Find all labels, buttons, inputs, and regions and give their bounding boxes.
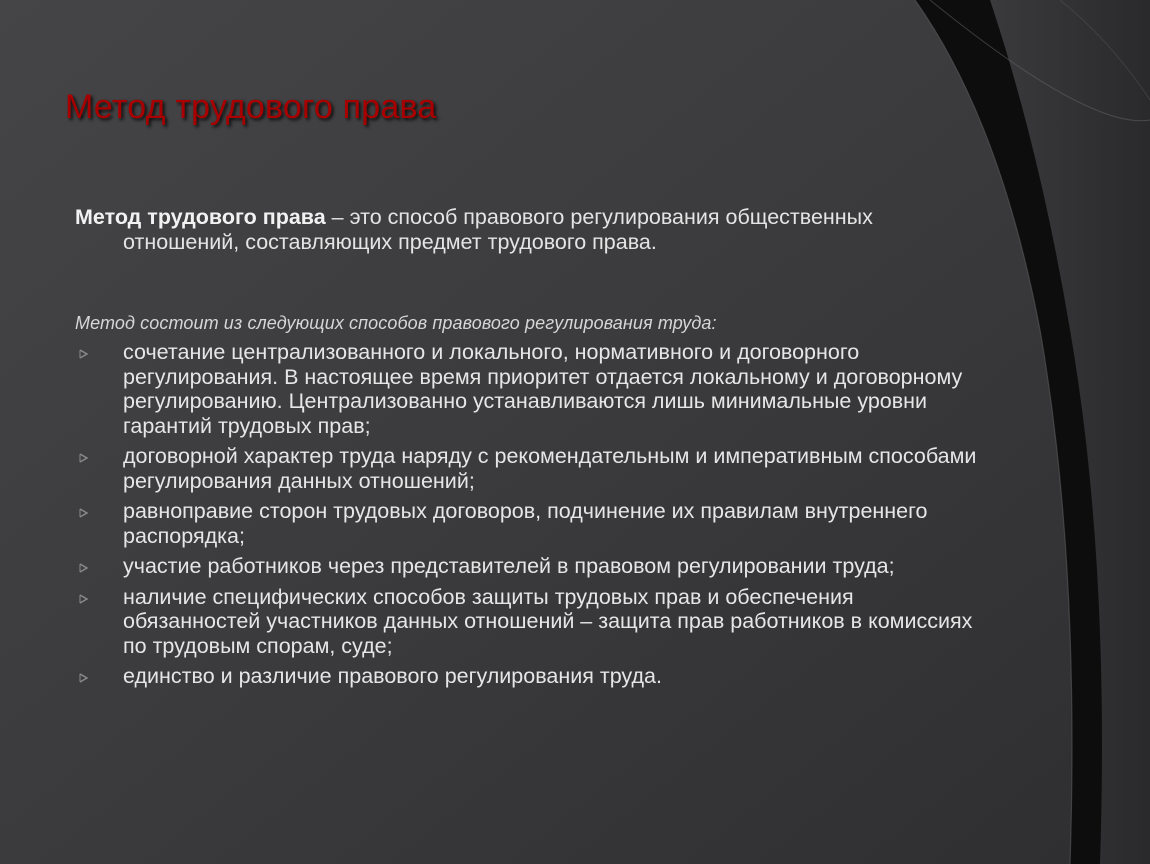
chevron-right-icon xyxy=(79,673,89,683)
list-item-text: договорной характер труда наряду с рекомендательным и императивным способами регулирования данных отношений; xyxy=(123,444,977,493)
list-item xyxy=(75,554,995,579)
list-item xyxy=(75,444,995,493)
list-item-text: наличие специфических способов защиты трудовых прав и обеспечения обязанностей участников данных отношений – защита прав работников в комиссиях по трудовым спорам, суде; xyxy=(123,584,973,658)
chevron-right-icon xyxy=(79,349,89,359)
list-item-text: единство и различие правового регулирования труда. xyxy=(123,664,662,688)
slide-title: Метод трудового права xyxy=(65,88,437,126)
definition-text: – это способ правового регулирования общественных отношений, составляющих предмет трудового права. xyxy=(123,205,873,254)
list-item xyxy=(75,340,995,438)
list-item-text: участие работников через представителей в правовом регулировании труда; xyxy=(123,554,895,578)
chevron-right-icon xyxy=(79,563,89,573)
chevron-right-icon xyxy=(79,508,89,518)
list-item xyxy=(75,664,995,689)
list-item xyxy=(75,585,995,659)
definition-term: Метод трудового права xyxy=(75,205,326,229)
chevron-right-icon xyxy=(79,453,89,463)
list-item-text: равноправие сторон трудовых договоров, подчинение их правилам внутреннего распорядка; xyxy=(123,499,928,548)
chevron-right-icon xyxy=(79,594,89,604)
list-item xyxy=(75,499,995,548)
definition-paragraph xyxy=(75,205,953,255)
list-item-text: сочетание централизованного и локального, нормативного и договорного регулирования. В настоящее время приоритет отдается локальному и договорному регулированию. Централизованно устанавливаются лишь минимальные уровни гарантий трудовых прав; xyxy=(123,340,963,438)
bullet-list xyxy=(75,340,995,695)
intro-text: Метод состоит из следующих способов правового регулирования труда: xyxy=(75,313,717,333)
